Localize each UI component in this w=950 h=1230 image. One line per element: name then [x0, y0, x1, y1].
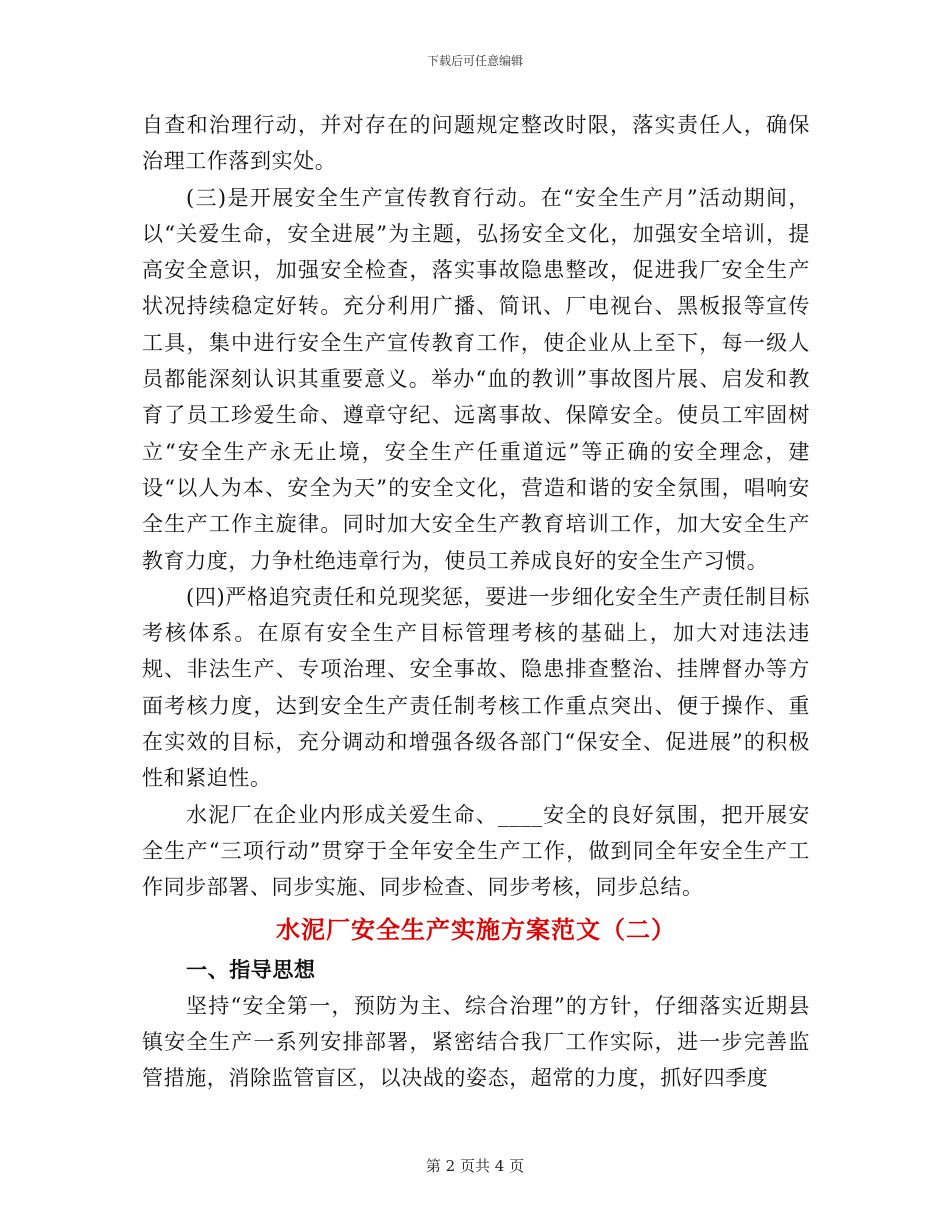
- paragraph: 自查和治理行动，并对存在的问题规定整改时限，落实责任人，确保治理工作落到实处。: [142, 113, 810, 174]
- document-body: [142, 107, 810, 1097]
- page-footer: 第 2 页共 4 页: [425, 1157, 525, 1175]
- paragraph: 坚持“安全第一，预防为主、综合治理”的方针，仔细落实近期县镇安全生产一系列安排部署，紧密结合我厂工作实际，进一步完善监管措施，消除监管盲区，以决战的姿态，超常的力度，抓好四季度: [142, 993, 810, 1091]
- section-title: 水泥厂安全生产实施方案范文（二）: [276, 914, 676, 944]
- paragraph: 水泥厂在企业内形成关爱生命、____安全的良好氛围，把开展安全生产“三项行动”贯穿于全年安全生产工作，做到同全年安全生产工作同步部署、同步实施、同步检查、同步考核，同步总结。: [142, 802, 810, 900]
- paragraph: (三)是开展安全生产宣传教育行动。在“安全生产月”活动期间，以“关爱生命，安全进展”为主题，弘扬安全文化，加强安全培训，提高安全意识，加强安全检查，落实事故隐患整改，促进我厂安全生产状况持续稳定好转。充分利用广播、简讯、厂电视台、黑板报等宣传工具，集中进行安全生产宣传教育工作，使企业从上至下，每一级人员都能深刻认识其重要意义。举办“血的教训”事故图片展、启发和教育了员工珍爱生命、遵章守纪、远离事故、保障安全。使员工牢固树立“安全生产永无止境，安全生产任重道远”等正确的安全理念，建设“以人为本、安全为天”的安全文化，营造和谐的安全氛围，唱响安全生产工作主旋律。同时加大安全生产教育培训工作，加大安全生产教育力度，力争杜绝违章行为，使员工养成良好的安全生产习惯。: [142, 185, 810, 573]
- paragraph: (四)严格追究责任和兑现奖惩，要进一步细化安全生产责任制目标考核体系。在原有安全生产目标管理考核的基础上，加大对违法违规、非法生产、专项治理、安全事故、隐患排查整治、挂牌督办等方面考核力度，达到安全生产责任制考核工作重点突出、便于操作、重在实效的目标，充分调动和增强各级各部门“保安全、促进展”的积极性和紧迫性。: [142, 584, 810, 791]
- page-header: 下载后可任意编辑: [426, 54, 523, 68]
- section-heading: 一、指导思想: [186, 956, 316, 982]
